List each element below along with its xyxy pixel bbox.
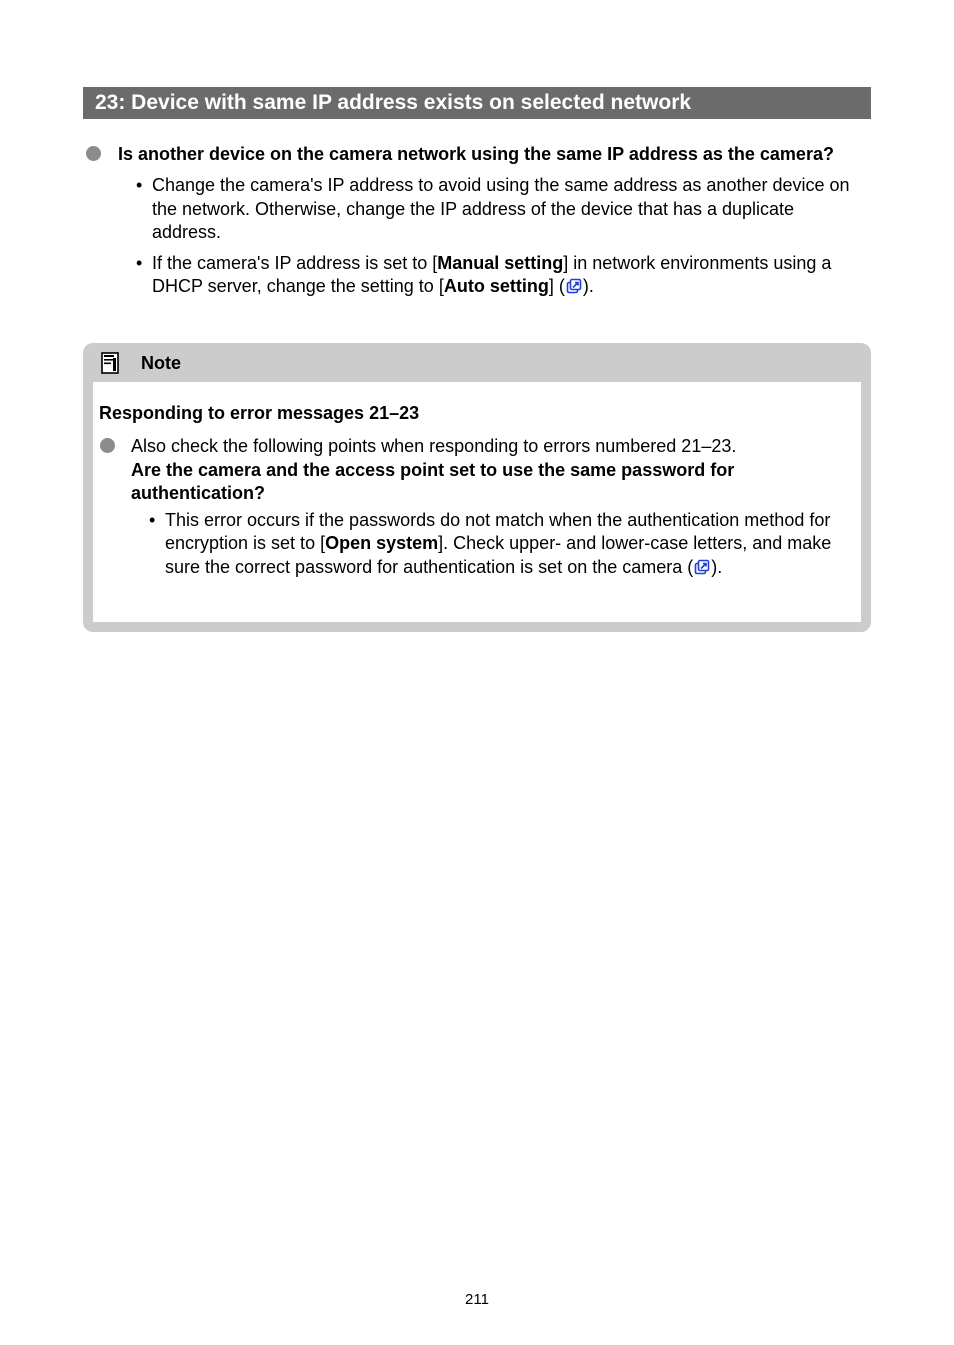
- note-point-text: [131, 435, 840, 506]
- list-item-text: If the camera's IP address is set to [: [152, 252, 438, 273]
- menu-name-manual-setting: Manual setting: [437, 252, 564, 273]
- note-heading: Responding to error messages 21–23: [99, 403, 420, 423]
- note-title: Note: [141, 353, 181, 373]
- list-item-text: ] (: [548, 276, 565, 296]
- question-block: [86, 143, 866, 306]
- bullet-dot-icon: [86, 146, 101, 161]
- note-header: [83, 343, 871, 382]
- memo-note-icon: [100, 352, 120, 374]
- list-item: [136, 252, 866, 299]
- list-item-text: This error occurs if the passwords do not match when the authentication method for encryption is set to [: [165, 509, 831, 553]
- bullet-dot-icon: [100, 438, 115, 453]
- note-body: [93, 382, 861, 622]
- answer-list: [136, 174, 866, 299]
- question-text: Is another device on the camera network using the same IP address as the camera?: [118, 144, 834, 164]
- cross-reference-icon[interactable]: [566, 278, 582, 294]
- note-point-sentence: Also check the following points when responding to errors numbered 21–23.: [131, 436, 737, 456]
- list-item-text: ]. Check upper- and lower-case letters, and make sure the correct password for authentication is set on the camera (: [165, 533, 832, 577]
- note-answer-list: [149, 509, 839, 580]
- note-point: [100, 435, 840, 579]
- cross-reference-icon[interactable]: [694, 559, 710, 575]
- note-point-question: Are the camera and the access point set to use the same password for authentication?: [131, 459, 735, 503]
- section-title: 23: Device with same IP address exists on selected network: [83, 87, 871, 119]
- page-number: 211: [465, 1291, 489, 1308]
- list-item-text: ).: [582, 276, 594, 296]
- list-item: [136, 174, 866, 245]
- menu-name-open-system: Open system: [325, 533, 439, 553]
- list-item: [149, 509, 839, 580]
- list-item-text: ).: [711, 556, 723, 577]
- list-item-text: Change the camera's IP address to avoid using the same address as another device on the network. Otherwise, change the IP address of the device that has a duplicate address.: [152, 175, 850, 242]
- menu-name-auto-setting: Auto setting: [443, 276, 549, 296]
- note-box: [83, 343, 871, 632]
- list-item-text: ] in network environments using a DHCP server, change the setting to [: [152, 252, 832, 296]
